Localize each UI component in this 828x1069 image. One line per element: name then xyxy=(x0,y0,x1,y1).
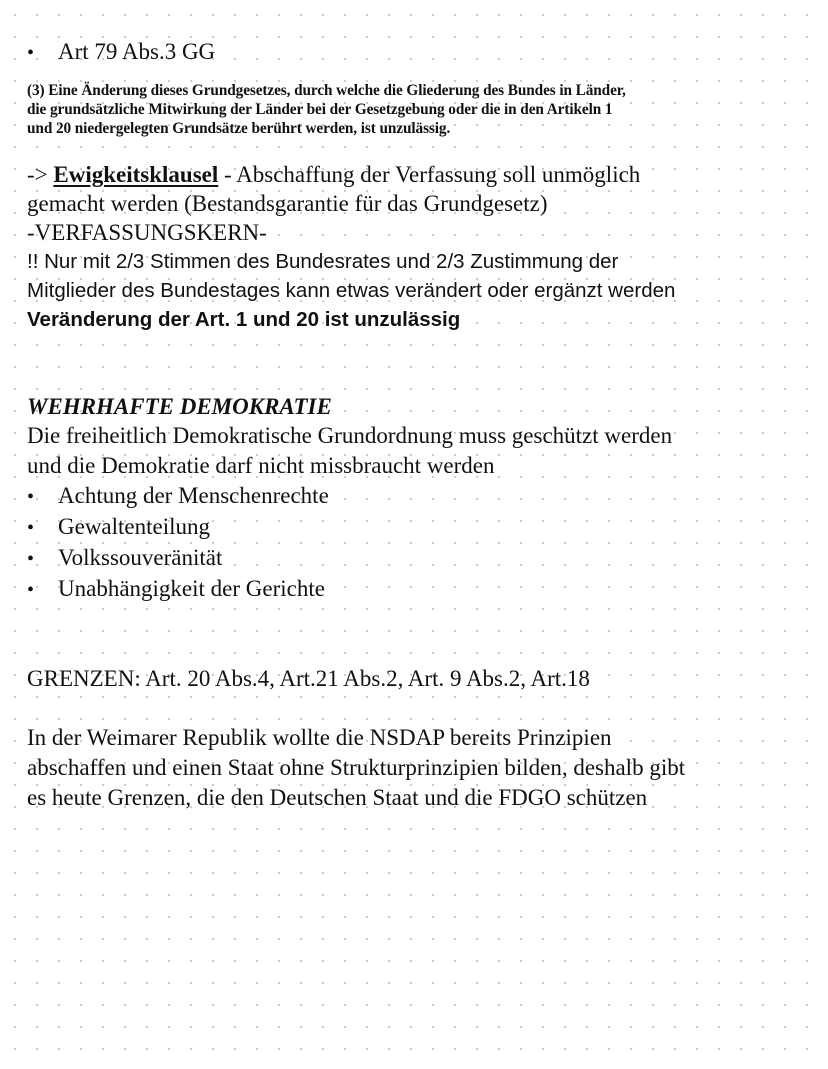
ewigkeitsklausel-term: Ewigkeitsklausel xyxy=(53,162,219,187)
list-item xyxy=(27,574,817,605)
bullet: • xyxy=(27,517,35,539)
bullet: • xyxy=(27,42,35,64)
principles-list xyxy=(27,481,817,605)
list-item-text: Volkssouveränität xyxy=(58,545,223,570)
law-quote xyxy=(27,81,817,138)
list-item xyxy=(27,481,817,512)
quote-line: und 20 niedergelegten Grundsätze berührt werden, ist unzulässig. xyxy=(27,120,451,137)
ewigkeit-line-4: !! Nur mit 2/3 Stimmen des Bundesrates und 2/3 Zustimmung der xyxy=(27,250,619,273)
ewigkeitsklausel-section xyxy=(27,160,817,334)
list-item-text: Unabhängigkeit der Gerichte xyxy=(58,576,325,601)
bullet: • xyxy=(27,579,35,601)
arrow: -> xyxy=(27,162,48,187)
bullet: • xyxy=(27,548,35,570)
article-reference xyxy=(27,38,817,67)
ewigkeit-line-6: Veränderung der Art. 1 und 20 ist unzulässig xyxy=(27,308,461,331)
wehrhaft-text-line: Die freiheitlich Demokratische Grundordnung muss geschützt werden xyxy=(27,423,673,448)
weimar-line: In der Weimarer Republik wollte die NSDAP bereits Prinzipien xyxy=(27,725,612,750)
weimar-line: abschaffen und einen Staat ohne Strukturprinzipien bilden, deshalb gibt xyxy=(27,755,686,780)
list-item-text: Achtung der Menschenrechte xyxy=(58,483,329,508)
wehrhaft-text-line: und die Demokratie darf nicht missbraucht werden xyxy=(27,453,495,478)
bullet: • xyxy=(27,486,35,508)
note-page xyxy=(27,38,817,813)
wehrhafte-demokratie-heading: WEHRHAFTE DEMOKRATIE xyxy=(27,394,332,419)
ewigkeit-line-2: gemacht werden (Bestandsgarantie für das Grundgesetz) xyxy=(27,191,548,216)
weimar-paragraph xyxy=(27,723,817,813)
ewigkeit-line-1 xyxy=(27,160,817,189)
weimar-line: es heute Grenzen, die den Deutschen Staat und die FDGO schützen xyxy=(27,785,648,810)
ewigkeit-description: - Abschaffung der Verfassung soll unmöglich xyxy=(218,162,641,187)
list-item xyxy=(27,512,817,543)
quote-line: die grundsätzliche Mitwirkung der Länder bei der Gesetzgebung oder die in den Artikeln 1 xyxy=(27,101,613,118)
list-item-text: Gewaltenteilung xyxy=(58,514,211,539)
verfassungskern-label: -VERFASSUNGSKERN- xyxy=(27,220,267,245)
ewigkeit-line-5: Mitglieder des Bundestages kann etwas verändert oder ergänzt werden xyxy=(27,279,676,302)
grenzen-line: GRENZEN: Art. 20 Abs.4, Art.21 Abs.2, Art. 9 Abs.2, Art.18 xyxy=(27,666,590,691)
quote-line: (3) Eine Änderung dieses Grundgesetzes, durch welche die Gliederung des Bundes in Länder, xyxy=(27,82,626,99)
list-item xyxy=(27,543,817,574)
article-reference-text: Art 79 Abs.3 GG xyxy=(58,39,216,64)
